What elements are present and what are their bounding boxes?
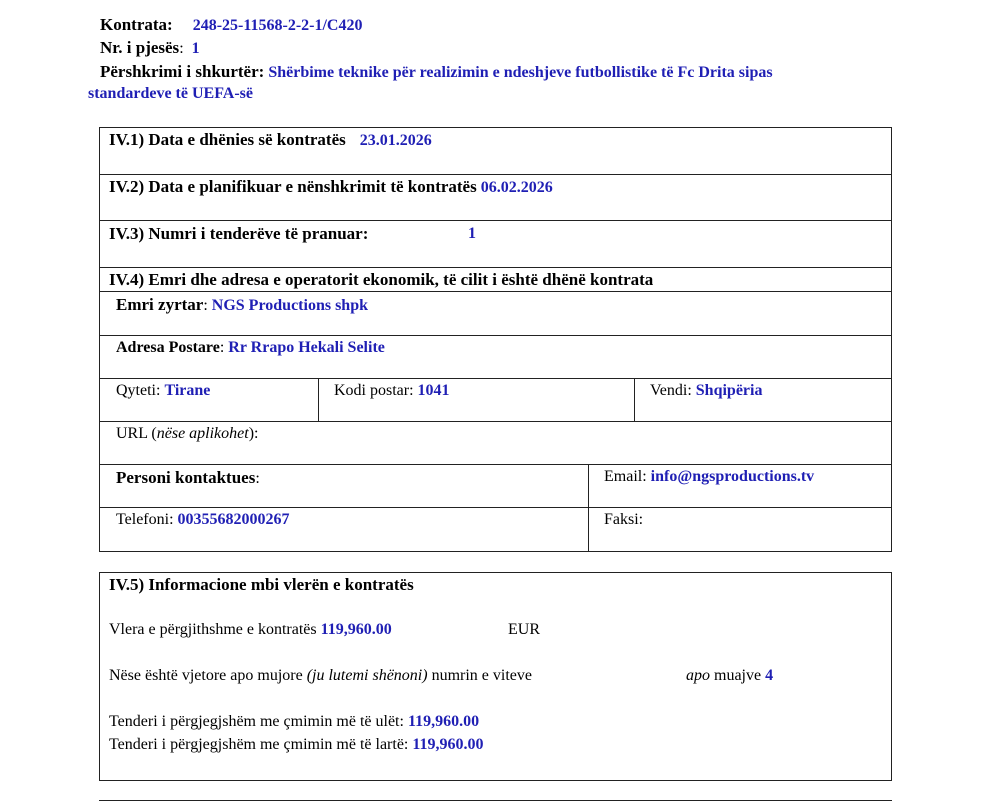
part-label: Nr. i pjesës: [100, 38, 180, 57]
contract-line: [100, 15, 362, 35]
url-label: URL (: [116, 425, 157, 442]
or-word: apo: [686, 667, 710, 684]
contract-label: Kontrata:: [100, 15, 173, 34]
part-line: [100, 38, 200, 58]
months-group: [686, 667, 773, 685]
annual-text: Nëse është vjetore apo mujore: [109, 667, 303, 684]
city-cell: [116, 382, 210, 400]
contract-value: 248-25-11568-2-2-1/C420: [192, 17, 363, 34]
email-value: info@ngsproductions.tv: [650, 468, 815, 485]
iv3-row: [109, 224, 368, 244]
official-name-row: [116, 295, 368, 315]
city-value: Tirane: [164, 382, 211, 399]
contact-person-label: Personi kontaktues: [116, 468, 256, 487]
description-label: Përshkrimi i shkurtër:: [100, 62, 265, 81]
official-name-value: NGS Productions shpk: [211, 297, 368, 314]
next-section-edge: [99, 800, 892, 801]
annual-text2: numrin e viteve: [431, 667, 532, 684]
highest-price-row: [109, 736, 484, 754]
postal-code-value: 1041: [417, 382, 450, 399]
postal-address-value: Rr Rrapo Hekali Selite: [228, 339, 385, 356]
lowest-price-label: Tenderi i përgjegjshëm me çmimin më të ulët:: [109, 713, 404, 730]
postal-code-label: Kodi postar:: [334, 382, 414, 399]
description-value-line2: standardeve të UEFA-së: [88, 85, 254, 102]
lowest-price-row: [109, 713, 479, 731]
highest-price-label: Tenderi i përgjegjshëm me çmimin më të lartë:: [109, 736, 409, 753]
url-end: ):: [248, 425, 259, 442]
part-value: 1: [191, 40, 200, 57]
postal-code-cell: [334, 382, 450, 400]
country-label: Vendi:: [650, 382, 692, 399]
lowest-price-value: 119,960.00: [407, 713, 480, 730]
annual-row: [109, 667, 532, 685]
iv1-value: 23.01.2026: [359, 132, 432, 149]
total-value-row: [109, 621, 392, 639]
phone-cell: [116, 511, 290, 529]
description-value-line1: Shërbime teknike për realizimin e ndeshjeve futbollistike të Fc Drita sipas: [268, 64, 773, 81]
months-word: muajve: [714, 667, 762, 684]
url-row: [116, 425, 258, 443]
country-value: Shqipëria: [695, 382, 763, 399]
contact-person-colon: :: [255, 470, 260, 487]
description-line: [100, 62, 773, 82]
postal-address-row: [116, 339, 385, 357]
email-label: Email:: [604, 468, 647, 485]
months-value: 4: [765, 667, 774, 684]
annual-note: (ju lutemi shënoni): [306, 667, 428, 684]
fax-label: Faksi:: [604, 511, 644, 528]
total-value: 119,960.00: [320, 621, 392, 638]
iv2-row: [109, 177, 553, 197]
part-colon: :: [179, 40, 184, 57]
iv1-label: IV.1) Data e dhënies së kontratës: [109, 130, 346, 149]
postal-address-colon: :: [219, 339, 225, 356]
iv3-value: 1: [468, 225, 476, 242]
currency: EUR: [508, 621, 540, 638]
city-label: Qyteti:: [116, 382, 161, 399]
iv2-value: 06.02.2026: [480, 179, 553, 196]
highest-price-value: 119,960.00: [412, 736, 484, 753]
contact-person-row: [116, 468, 260, 488]
phone-value: 00355682000267: [177, 511, 290, 528]
iv1-row: [109, 130, 432, 150]
total-value-label: Vlera e përgjithshme e kontratës: [109, 621, 317, 638]
email-cell: [604, 468, 814, 486]
url-note: nëse aplikohet: [156, 425, 249, 442]
country-cell: [650, 382, 762, 400]
phone-label: Telefoni:: [116, 511, 174, 528]
official-name-label: Emri zyrtar: [116, 295, 204, 314]
iv4-label: IV.4) Emri dhe adresa e operatorit ekonomik, të cilit i është dhënë kontrata: [109, 270, 654, 289]
iv5-title: IV.5) Informacione mbi vlerën e kontratës: [109, 575, 414, 594]
iv2-label: IV.2) Data e planifikuar e nënshkrimit të kontratës: [109, 177, 477, 196]
postal-address-label: Adresa Postare: [116, 339, 220, 356]
official-name-colon: :: [203, 297, 208, 314]
iv3-label: IV.3) Numri i tenderëve të pranuar:: [109, 224, 369, 243]
